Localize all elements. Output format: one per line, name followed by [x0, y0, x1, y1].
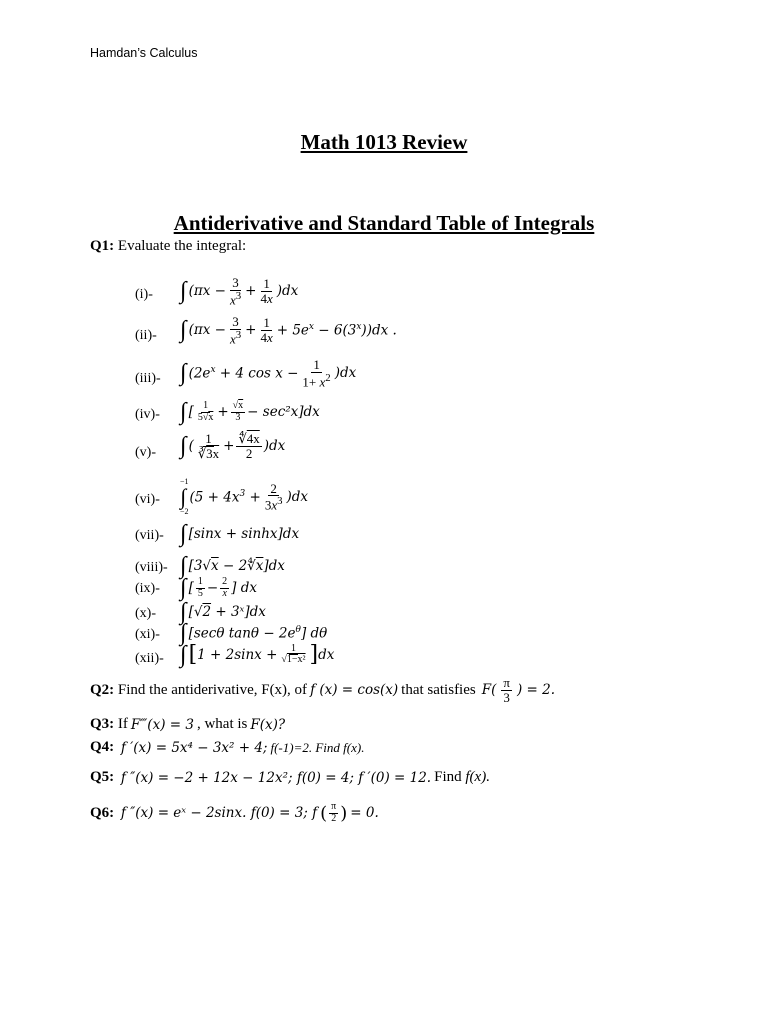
item-number: (xii)-: [135, 651, 164, 666]
item-number: (xi)-: [135, 627, 160, 642]
question-2-mid: that satisfies: [401, 681, 476, 698]
document-header: Hamdan’s Calculus: [90, 46, 198, 60]
question-3-text: If: [117, 716, 128, 732]
question-3-target: F(x)?: [250, 716, 286, 733]
question-5-tail-function: f(x).: [465, 769, 490, 785]
item-number: (ix)-: [135, 581, 160, 596]
question-1-label: Q1:: [90, 238, 115, 254]
integral-expression: ∫ (πx − $\frac{3}{x^3}$ + $\frac{1}{4x}$ )dx: [180, 275, 299, 307]
item-number: (x)-: [135, 606, 156, 621]
question-4-label: Q4:: [90, 739, 115, 755]
integral-expression: −1 ∫ −2 ($5 + 4x^3$ + $\frac{2}{3x^3}$ )dx: [180, 477, 309, 516]
item-number: (iii)-: [135, 371, 161, 386]
page-title: Math 1013 Review: [300, 130, 468, 154]
question-5-equation: f ″(x) = −2 + 12x − 12x²; f(0) = 4; f ′(0) = 12.: [120, 769, 432, 786]
integral-expression: ∫ [secθ $\tan\theta - 2e^\theta$] dθ: [180, 620, 328, 646]
question-6: Q6: f ″(x) = eˣ − 2sinx. f(0) = 3; f ( $\frac{\pi}{2}$ ) = 0.: [90, 801, 379, 824]
question-3-label: Q3:: [90, 716, 115, 732]
question-1-text: Evaluate the integral:: [117, 238, 247, 254]
question-6-equation: f ″(x) = eˣ − 2sinx. f(0) = 3; f: [120, 805, 318, 821]
integral-expression: ∫ ( $\frac{1}{∛3x}$ + $\frac{∜4x}{2}$ )dx: [180, 431, 286, 461]
item-number: (v)-: [135, 445, 156, 460]
item-number: (viii)-: [135, 560, 168, 575]
page-subtitle: Antiderivative and Standard Table of Integrals: [173, 211, 595, 235]
question-4-tail: f(-1)=2. Find f(x).: [270, 739, 365, 755]
item-number: (iv)-: [135, 407, 160, 422]
question-4: [90, 739, 364, 756]
question-2-label: Q2:: [90, 681, 115, 698]
question-4-equation: f ′(x) = 5x⁴ − 3x² + 4;: [120, 739, 268, 756]
question-3: [90, 716, 288, 733]
question-5-tail: Find: [434, 769, 462, 785]
question-1: [90, 238, 246, 255]
question-3-ask: , what is: [196, 716, 248, 732]
integral-expression: ∫ [ 1 + 2sinx + $\frac{1}{\text{√1−x²}}$ ] dx: [180, 641, 335, 668]
question-6-end: = 0.: [350, 805, 379, 821]
question-6-label: Q6:: [90, 804, 115, 821]
question-3-condition: F‴(x) = 3: [130, 716, 194, 733]
integral-expression: ∫ [sinx + sinhx]dx: [180, 521, 300, 547]
question-5-label: Q5:: [90, 769, 115, 785]
item-number: (i)-: [135, 287, 153, 302]
item-number: (vii)-: [135, 528, 164, 543]
integral-expression: ∫ (πx − $\frac{3}{x^3}$ + $\frac{1}{4x}$ + $5e^x - 6(3^x))dx$ .: [180, 314, 397, 346]
question-2-text: Find the antiderivative, F(x), of: [117, 681, 308, 698]
integral-expression: ∫ [ $\frac{1}{5√x}$ + $\frac{√x}{3}$ − sec²x]dx: [180, 399, 320, 425]
question-5: [90, 769, 490, 786]
integral-expression: ∫ ($2e^x + 4$ cos x − $\frac{1}{1+ x^2}$ )dx: [180, 357, 357, 389]
integral-expression: ∫ [ $\frac{1}{5}$ − $\frac{2}{x}$ ] dx: [180, 575, 257, 601]
item-number: (ii)-: [135, 328, 157, 343]
question-2: Q2: Find the antiderivative, F(x), of f (x) = cos(x) that satisfies F( $\frac{\pi}{3}$ ) = 2.: [90, 675, 555, 705]
item-number: (vi)-: [135, 492, 160, 507]
integral-expression: ∫ $[3√x - 2∜\overline{x}]dx$: [180, 553, 285, 579]
integral-expression: ∫ [√2 + 3ˣ]dx: [180, 599, 266, 625]
question-2-function: f (x) = cos(x): [310, 682, 399, 699]
